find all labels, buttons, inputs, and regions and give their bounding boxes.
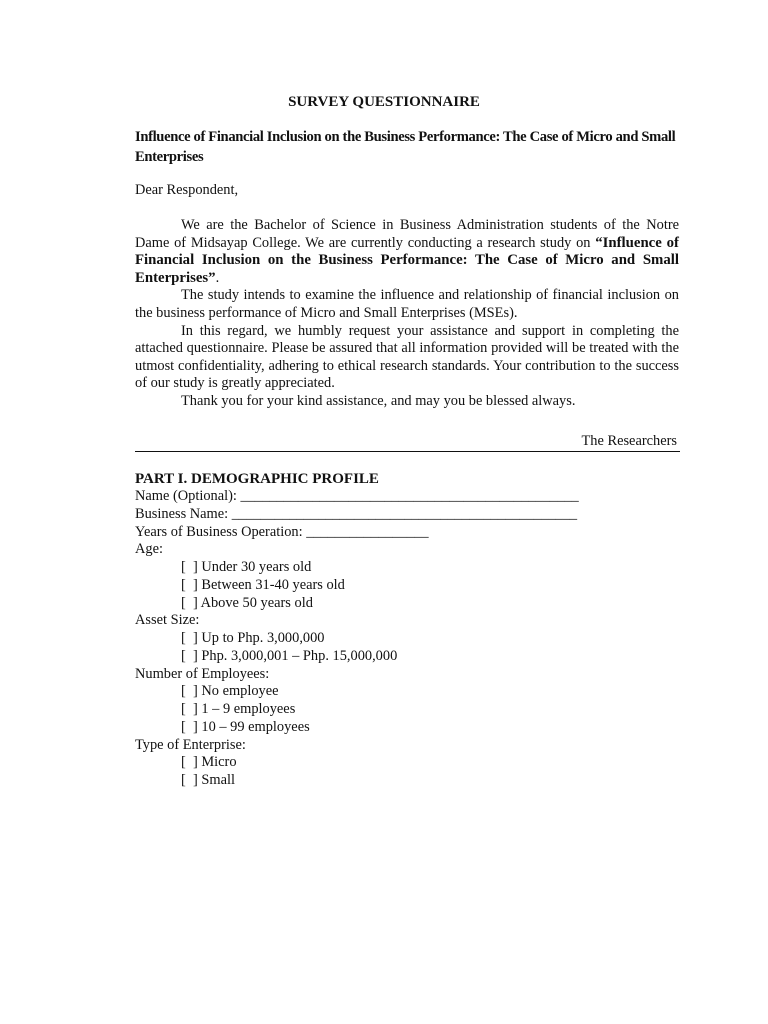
- age-option-31-40[interactable]: [ ] Between 31-40 years old: [181, 576, 345, 593]
- document-title: SURVEY QUESTIONNAIRE: [288, 94, 480, 110]
- employees-option-10-99[interactable]: [ ] 10 – 99 employees: [181, 718, 310, 735]
- years-operation-field[interactable]: Years of Business Operation: _________________: [135, 523, 429, 540]
- employees-option-none[interactable]: [ ] No employee: [181, 683, 279, 700]
- age-option-under-30[interactable]: [ ] Under 30 years old: [181, 559, 312, 575]
- letter-paragraph-3: In this regard, we humbly request your assistance and support in completing the attached questionnaire. Please be assured that all information provided will be treated with the utmost confidentiality, adhering to ethical research standards. Your contribution to the success of our study is greatly appreciated.: [135, 322, 679, 392]
- enterprise-type-label: Type of Enterprise:: [135, 736, 246, 753]
- employees-label: Number of Employees:: [135, 665, 270, 682]
- divider-line: [135, 451, 680, 452]
- signoff: The Researchers: [581, 433, 677, 449]
- part-1-title: PART I. DEMOGRAPHIC PROFILE: [135, 471, 379, 487]
- age-label: Age:: [135, 541, 163, 558]
- asset-option-up-to-3m[interactable]: [ ] Up to Php. 3,000,000: [181, 630, 325, 646]
- business-name-field[interactable]: Business Name: ________________________________________________: [135, 505, 578, 522]
- salutation: Dear Respondent,: [135, 182, 239, 198]
- asset-option-3m-15m[interactable]: [ ] Php. 3,000,001 – Php. 15,000,000: [181, 647, 398, 664]
- study-title-quote: “Influence of Financial Inclusion on the Business Performance: The Case of Micro and Small Enterprises”: [135, 234, 679, 286]
- letter-paragraph-4: Thank you for your kind assistance, and may you be blessed always.: [181, 392, 576, 409]
- employees-option-1-9[interactable]: [ ] 1 – 9 employees: [181, 701, 296, 717]
- letter-paragraph-1: [135, 217, 679, 287]
- asset-size-label: Asset Size:: [135, 612, 200, 629]
- enterprise-option-micro[interactable]: [ ] Micro: [181, 754, 237, 771]
- name-field[interactable]: Name (Optional): _______________________________________________: [135, 488, 579, 504]
- paragraph-1-text: We are the Bachelor of Science in Business Administration students of the Notre Dame of Midsayap College. We are currently conducting a research study on: [135, 217, 679, 251]
- enterprise-option-small[interactable]: [ ] Small: [181, 772, 235, 788]
- study-title: Influence of Financial Inclusion on the Business Performance: The Case of Micro and Small Enterprises: [135, 129, 676, 165]
- paragraph-1-end: .: [215, 269, 220, 286]
- age-option-above-50[interactable]: [ ] Above 50 years old: [181, 594, 313, 611]
- letter-paragraph-2: The study intends to examine the influence and relationship of financial inclusion on the business performance of Micro and Small Enterprises (MSEs).: [135, 287, 679, 321]
- demographic-profile: [135, 488, 695, 790]
- letter-body: [135, 217, 679, 411]
